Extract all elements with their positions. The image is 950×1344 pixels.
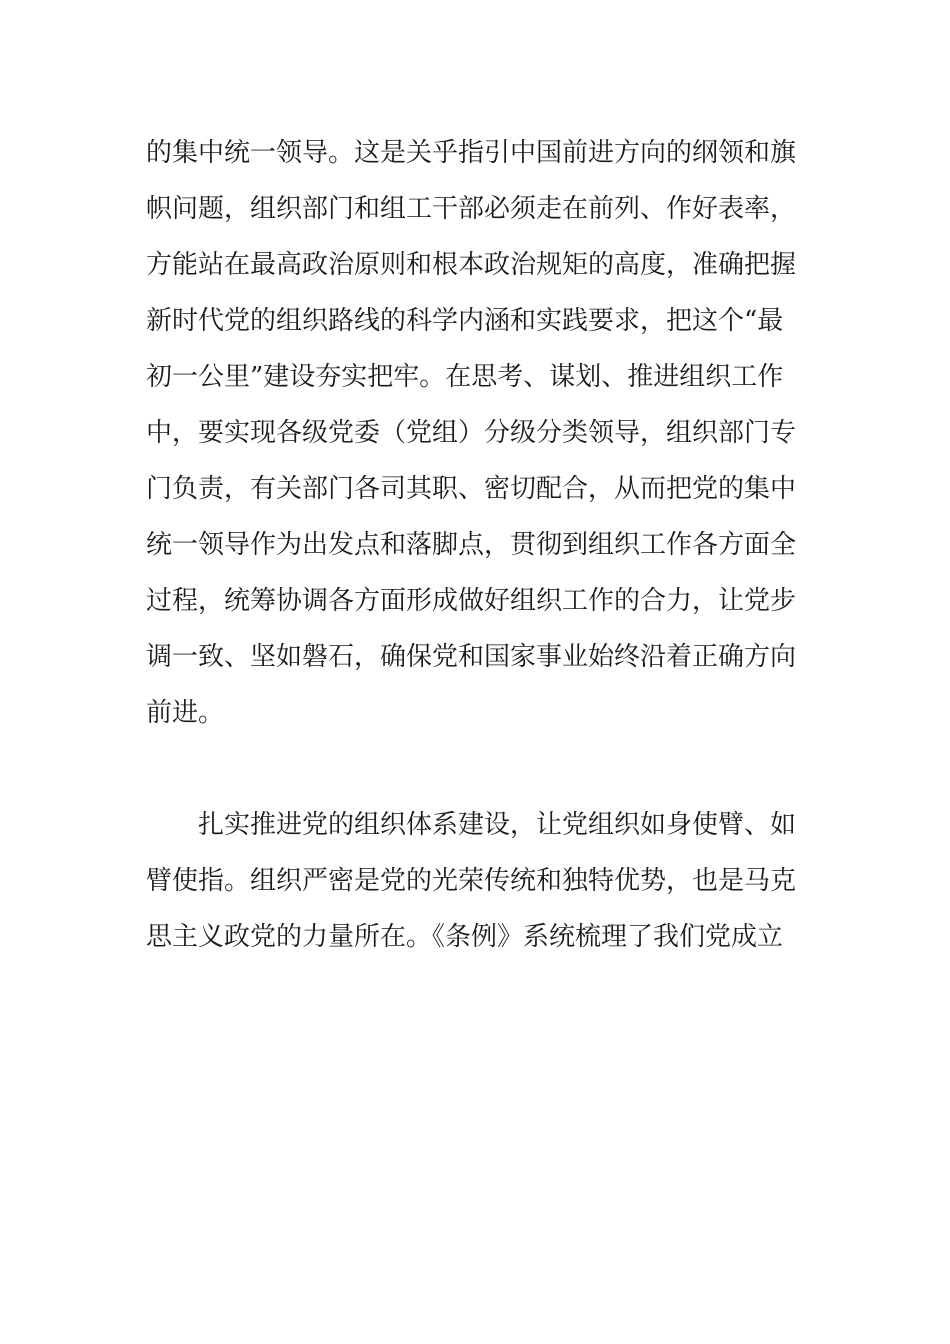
- text-line: 思主义政党的力量所在。《条例》系统梳理了我们党成立: [146, 922, 784, 952]
- text-line: 新时代党的组织路线的科学内涵和实践要求，把这个“最: [146, 306, 784, 336]
- text-line: 的集中统一领导。这是关乎指引中国前进方向的纲领和旗: [146, 138, 797, 168]
- text-line: 统一领导作为出发点和落脚点，贯彻到组织工作各方面全: [146, 530, 797, 560]
- text-line: 中，要实现各级党委（党组）分级分类领导，组织部门专: [146, 418, 797, 448]
- text-line: 臂使指。组织严密是党的光荣传统和独特优势，也是马克: [146, 866, 797, 896]
- text-line: 过程，统筹协调各方面形成做好组织工作的合力，让党步: [146, 586, 797, 616]
- text-line: 帜问题，组织部门和组工干部必须走在前列、作好表率，: [146, 194, 797, 224]
- text-line: 方能站在最高政治原则和根本政治规矩的高度，准确把握: [146, 250, 797, 280]
- text-line: 前进。: [146, 698, 225, 728]
- text-line: 扎实推进党的组织体系建设，让党组织如身使臂、如: [198, 810, 797, 840]
- text-line: 初一公里”建设夯实把牢。在思考、谋划、推进组织工作: [146, 362, 784, 392]
- text-line: 调一致、坚如磐石，确保党和国家事业始终沿着正确方向: [146, 642, 797, 672]
- text-line: 门负责，有关部门各司其职、密切配合，从而把党的集中: [146, 474, 797, 504]
